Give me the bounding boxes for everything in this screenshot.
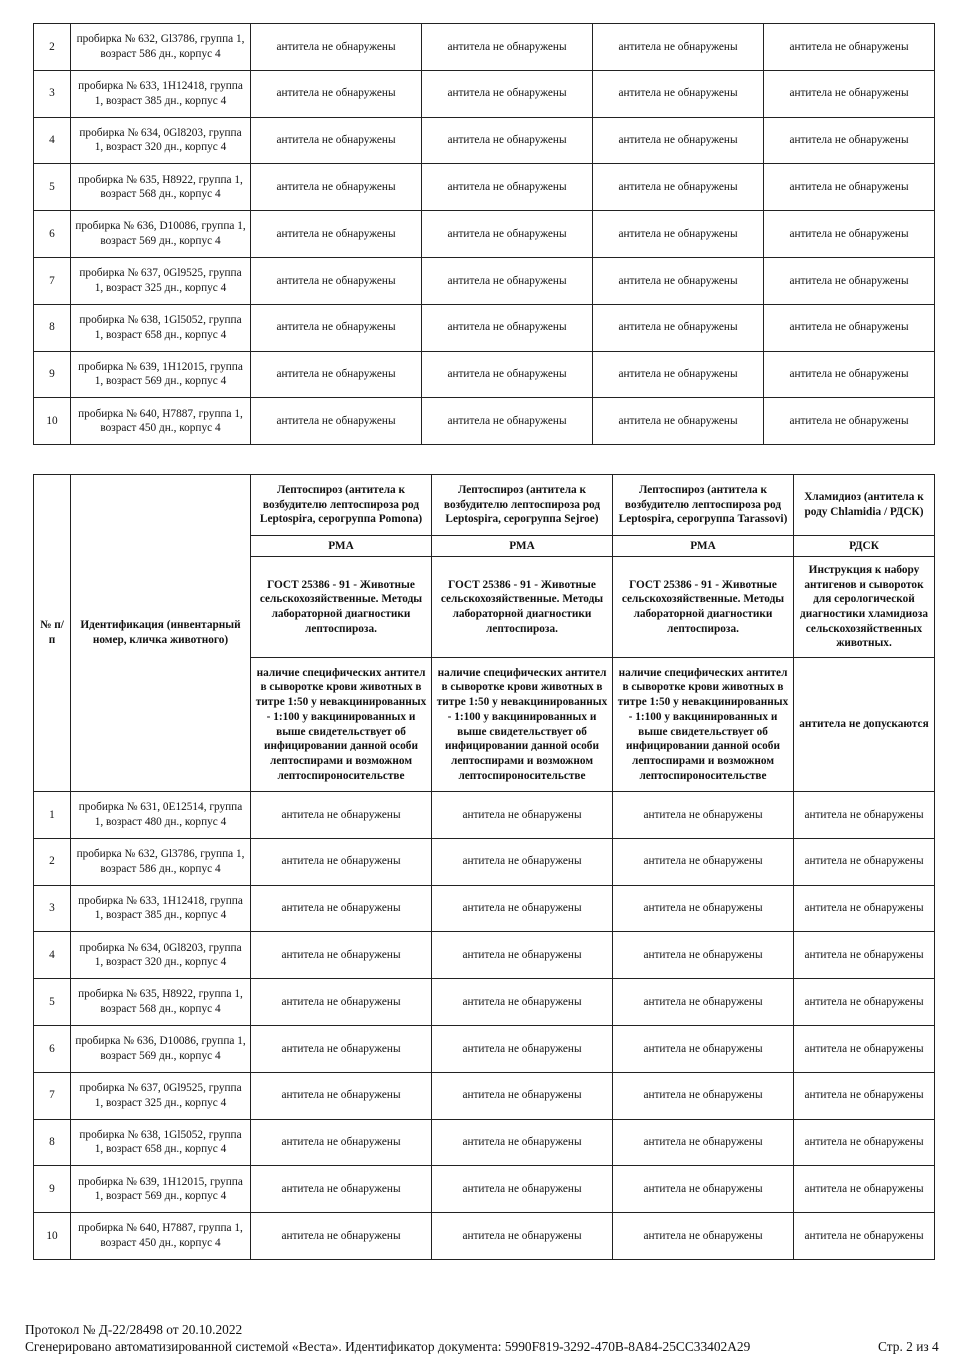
- result-cell: антитела не обнаружены: [764, 164, 935, 211]
- result-cell: антитела не обнаружены: [251, 1025, 432, 1072]
- results-table: [33, 474, 935, 1260]
- result-cell: антитела не обнаружены: [432, 932, 613, 979]
- header-method: РМА: [432, 536, 613, 557]
- result-cell: антитела не обнаружены: [764, 117, 935, 164]
- protocol-number: Протокол № Д-22/28498 от 20.10.2022: [25, 1322, 243, 1337]
- result-cell: антитела не обнаружены: [613, 792, 794, 839]
- row-number: 7: [34, 1072, 71, 1119]
- result-cell: антитела не обнаружены: [764, 398, 935, 445]
- result-cell: антитела не обнаружены: [251, 70, 422, 117]
- result-cell: антитела не обнаружены: [794, 885, 935, 932]
- result-cell: антитела не обнаружены: [794, 932, 935, 979]
- result-cell: антитела не обнаружены: [593, 304, 764, 351]
- result-cell: антитела не обнаружены: [764, 351, 935, 398]
- sample-identification: пробирка № 639, 1H12015, группа 1, возраст 569 дн., корпус 4: [71, 351, 251, 398]
- header-norm: наличие специфических антител в сыворотке крови животных в титре 1:50 у невакцинированных - 1:100 у вакцинированных и выше свидетельствует об инфицировании данной особи лептоспирами и возможном лептоспироносительстве: [432, 658, 613, 792]
- sample-identification: пробирка № 640, H7887, группа 1, возраст 450 дн., корпус 4: [71, 398, 251, 445]
- result-cell: антитела не обнаружены: [613, 838, 794, 885]
- table-row: [34, 1072, 935, 1119]
- generated-by-note: Сгенерировано автоматизированной системой «Веста». Идентификатор документа: 5990F819-3292-470B-8A84-25CC33402A29: [25, 1339, 751, 1354]
- header-disease-pomona: Лептоспироз (антитела к возбудителю лептоспироза род Leptospira, серогруппа Pomona): [251, 475, 432, 536]
- row-number: 2: [34, 24, 71, 71]
- result-cell: антитела не обнаружены: [251, 211, 422, 258]
- result-cell: антитела не обнаружены: [251, 1072, 432, 1119]
- result-cell: антитела не обнаружены: [251, 24, 422, 71]
- result-cell: антитела не обнаружены: [613, 1213, 794, 1260]
- row-number: 8: [34, 1119, 71, 1166]
- result-cell: антитела не обнаружены: [432, 1119, 613, 1166]
- result-cell: антитела не обнаружены: [613, 979, 794, 1026]
- row-number: 3: [34, 885, 71, 932]
- sample-identification: пробирка № 633, 1H12418, группа 1, возраст 385 дн., корпус 4: [71, 885, 251, 932]
- result-cell: антитела не обнаружены: [251, 1119, 432, 1166]
- row-number: 4: [34, 932, 71, 979]
- result-cell: антитела не обнаружены: [593, 351, 764, 398]
- result-cell: антитела не обнаружены: [432, 1025, 613, 1072]
- result-cell: антитела не обнаружены: [432, 979, 613, 1026]
- result-cell: антитела не обнаружены: [794, 1119, 935, 1166]
- result-cell: антитела не обнаружены: [251, 351, 422, 398]
- result-cell: антитела не обнаружены: [593, 257, 764, 304]
- result-cell: антитела не обнаружены: [593, 398, 764, 445]
- row-number: 5: [34, 164, 71, 211]
- sample-identification: пробирка № 636, D10086, группа 1, возраст 569 дн., корпус 4: [71, 1025, 251, 1072]
- result-cell: антитела не обнаружены: [422, 257, 593, 304]
- result-cell: антитела не обнаружены: [422, 398, 593, 445]
- row-number: 8: [34, 304, 71, 351]
- result-cell: антитела не обнаружены: [593, 164, 764, 211]
- result-cell: антитела не обнаружены: [251, 304, 422, 351]
- sample-identification: пробирка № 634, 0Gl8203, группа 1, возраст 320 дн., корпус 4: [71, 117, 251, 164]
- sample-identification: пробирка № 638, 1Gl5052, группа 1, возраст 658 дн., корпус 4: [71, 304, 251, 351]
- result-cell: антитела не обнаружены: [251, 398, 422, 445]
- table-row: [34, 304, 935, 351]
- result-cell: антитела не обнаружены: [251, 1213, 432, 1260]
- result-cell: антитела не обнаружены: [794, 1072, 935, 1119]
- table-row: [34, 1119, 935, 1166]
- sample-identification: пробирка № 635, H8922, группа 1, возраст 568 дн., корпус 4: [71, 164, 251, 211]
- result-cell: антитела не обнаружены: [593, 211, 764, 258]
- header-norm: наличие специфических антител в сыворотке крови животных в титре 1:50 у невакцинированных - 1:100 у вакцинированных и выше свидетельствует об инфицировании данной особи лептоспирами и возможном лептоспироносительстве: [613, 658, 794, 792]
- result-cell: антитела не обнаружены: [794, 1166, 935, 1213]
- result-cell: антитела не обнаружены: [764, 211, 935, 258]
- result-cell: антитела не обнаружены: [251, 257, 422, 304]
- result-cell: антитела не обнаружены: [251, 885, 432, 932]
- header-norm: антитела не допускаются: [794, 658, 935, 792]
- sample-identification: пробирка № 632, Gl3786, группа 1, возраст 586 дн., корпус 4: [71, 24, 251, 71]
- row-number: 6: [34, 211, 71, 258]
- result-cell: антитела не обнаружены: [251, 1166, 432, 1213]
- table-row: [34, 351, 935, 398]
- row-number: 10: [34, 398, 71, 445]
- result-cell: антитела не обнаружены: [432, 1213, 613, 1260]
- result-cell: антитела не обнаружены: [432, 838, 613, 885]
- row-number: 2: [34, 838, 71, 885]
- result-cell: антитела не обнаружены: [251, 979, 432, 1026]
- result-cell: антитела не обнаружены: [613, 932, 794, 979]
- table-row: [34, 1025, 935, 1072]
- result-cell: антитела не обнаружены: [251, 117, 422, 164]
- header-method: РМА: [613, 536, 794, 557]
- row-number: 1: [34, 792, 71, 839]
- result-cell: антитела не обнаружены: [764, 24, 935, 71]
- results-table-continued: [33, 23, 935, 445]
- header-method: РМА: [251, 536, 432, 557]
- table-row: [34, 117, 935, 164]
- row-number: 5: [34, 979, 71, 1026]
- header-standard: Инструкция к набору антигенов и сывороток для серологической диагностики хламидиоза сельскохозяйственных животных.: [794, 557, 935, 658]
- sample-identification: пробирка № 633, 1H12418, группа 1, возраст 385 дн., корпус 4: [71, 70, 251, 117]
- result-cell: антитела не обнаружены: [794, 792, 935, 839]
- result-cell: антитела не обнаружены: [613, 1166, 794, 1213]
- row-number: 4: [34, 117, 71, 164]
- result-cell: антитела не обнаружены: [422, 24, 593, 71]
- result-cell: антитела не обнаружены: [422, 70, 593, 117]
- sample-identification: пробирка № 632, Gl3786, группа 1, возраст 586 дн., корпус 4: [71, 838, 251, 885]
- sample-identification: пробирка № 637, 0Gl9525, группа 1, возраст 325 дн., корпус 4: [71, 1072, 251, 1119]
- result-cell: антитела не обнаружены: [794, 979, 935, 1026]
- row-number: 6: [34, 1025, 71, 1072]
- header-disease-tarassovi: Лептоспироз (антитела к возбудителю лептоспироза род Leptospira, серогруппа Tarassovi): [613, 475, 794, 536]
- table-row: [34, 211, 935, 258]
- header-standard: ГОСТ 25386 - 91 - Животные сельскохозяйственные. Методы лабораторной диагностики лептоспироза.: [432, 557, 613, 658]
- sample-identification: пробирка № 636, D10086, группа 1, возраст 569 дн., корпус 4: [71, 211, 251, 258]
- table-row: [34, 885, 935, 932]
- result-cell: антитела не обнаружены: [432, 885, 613, 932]
- row-number: 9: [34, 351, 71, 398]
- sample-identification: пробирка № 640, H7887, группа 1, возраст 450 дн., корпус 4: [71, 1213, 251, 1260]
- table-row: [34, 838, 935, 885]
- table-row: [34, 979, 935, 1026]
- result-cell: антитела не обнаружены: [593, 24, 764, 71]
- result-cell: антитела не обнаружены: [251, 838, 432, 885]
- sample-identification: пробирка № 638, 1Gl5052, группа 1, возраст 658 дн., корпус 4: [71, 1119, 251, 1166]
- result-cell: антитела не обнаружены: [422, 164, 593, 211]
- row-number: 7: [34, 257, 71, 304]
- result-cell: антитела не обнаружены: [613, 1072, 794, 1119]
- result-cell: антитела не обнаружены: [432, 1072, 613, 1119]
- result-cell: антитела не обнаружены: [422, 211, 593, 258]
- result-cell: антитела не обнаружены: [794, 1025, 935, 1072]
- header-method: РДСК: [794, 536, 935, 557]
- table-row: [34, 792, 935, 839]
- result-cell: антитела не обнаружены: [422, 351, 593, 398]
- table-row: [34, 257, 935, 304]
- result-cell: антитела не обнаружены: [764, 257, 935, 304]
- row-number: 10: [34, 1213, 71, 1260]
- sample-identification: пробирка № 637, 0Gl9525, группа 1, возраст 325 дн., корпус 4: [71, 257, 251, 304]
- result-cell: антитела не обнаружены: [613, 1025, 794, 1072]
- result-cell: антитела не обнаружены: [764, 70, 935, 117]
- table-row: [34, 932, 935, 979]
- result-cell: антитела не обнаружены: [593, 117, 764, 164]
- result-cell: антитела не обнаружены: [613, 885, 794, 932]
- result-cell: антитела не обнаружены: [422, 117, 593, 164]
- result-cell: антитела не обнаружены: [251, 164, 422, 211]
- table-row: [34, 398, 935, 445]
- row-number: 3: [34, 70, 71, 117]
- table-row: [34, 24, 935, 71]
- table-row: [34, 164, 935, 211]
- header-norm: наличие специфических антител в сыворотке крови животных в титре 1:50 у невакцинированных - 1:100 у вакцинированных и выше свидетельствует об инфицировании данной особи лептоспирами и возможном лептоспироносительстве: [251, 658, 432, 792]
- sample-identification: пробирка № 639, 1H12015, группа 1, возраст 569 дн., корпус 4: [71, 1166, 251, 1213]
- sample-identification: пробирка № 635, H8922, группа 1, возраст 568 дн., корпус 4: [71, 979, 251, 1026]
- sample-identification: пробирка № 631, 0E12514, группа 1, возраст 480 дн., корпус 4: [71, 792, 251, 839]
- result-cell: антитела не обнаружены: [251, 932, 432, 979]
- sample-identification: пробирка № 634, 0Gl8203, группа 1, возраст 320 дн., корпус 4: [71, 932, 251, 979]
- row-number: 9: [34, 1166, 71, 1213]
- table-row: [34, 1166, 935, 1213]
- table-row: [34, 70, 935, 117]
- result-cell: антитела не обнаружены: [593, 70, 764, 117]
- header-disease-chlamidia: Хламидиоз (антитела к роду Chlamidia / РДСК): [794, 475, 935, 536]
- header-standard: ГОСТ 25386 - 91 - Животные сельскохозяйственные. Методы лабораторной диагностики лептоспироза.: [251, 557, 432, 658]
- result-cell: антитела не обнаружены: [764, 304, 935, 351]
- header-row-number: № п/п: [34, 475, 71, 792]
- page-number: Стр. 2 из 4: [878, 1339, 939, 1354]
- result-cell: антитела не обнаружены: [251, 792, 432, 839]
- header-standard: ГОСТ 25386 - 91 - Животные сельскохозяйственные. Методы лабораторной диагностики лептоспироза.: [613, 557, 794, 658]
- result-cell: антитела не обнаружены: [794, 838, 935, 885]
- result-cell: антитела не обнаружены: [794, 1213, 935, 1260]
- table-row: [34, 1213, 935, 1260]
- result-cell: антитела не обнаружены: [613, 1119, 794, 1166]
- result-cell: антитела не обнаружены: [432, 792, 613, 839]
- result-cell: антитела не обнаружены: [432, 1166, 613, 1213]
- result-cell: антитела не обнаружены: [422, 304, 593, 351]
- header-identification: Идентификация (инвентарный номер, кличка животного): [71, 475, 251, 792]
- header-disease-sejroe: Лептоспироз (антитела к возбудителю лептоспироза род Leptospira, серогруппа Sejroe): [432, 475, 613, 536]
